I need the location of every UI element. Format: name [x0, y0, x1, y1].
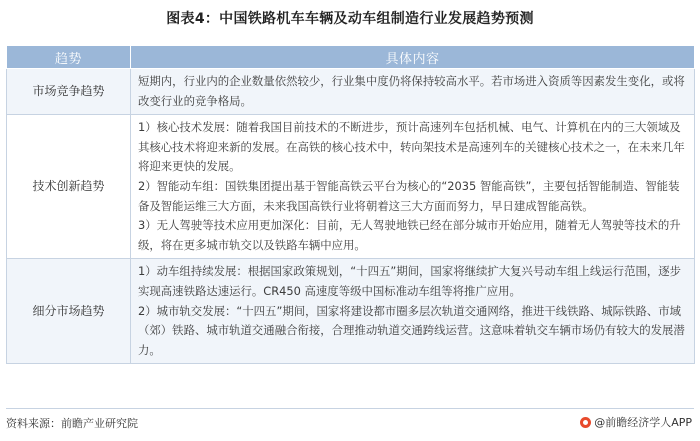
chart-title: 图表4：中国铁路机车车辆及动车组制造行业发展趋势预测	[166, 11, 534, 27]
content-paragraph: 1）核心技术发展：随着我国目前技术的不断进步，预计高速列车包括机械、电气、计算机在内的三大领域及其核心技术将迎来新的发展。在高铁的核心技术中，转向架技术是高速列车的关键核心技术之一，在未来几年将迎来更快的发展。	[138, 120, 685, 174]
qianzhan-logo-icon	[580, 417, 591, 428]
row-content	[131, 69, 695, 115]
header-trend: 趋势	[7, 46, 131, 69]
brand-label: @前瞻经济学人APP	[594, 416, 692, 429]
row-category: 细分市场趋势	[7, 259, 131, 364]
table-row	[7, 69, 695, 115]
source-note: 资料来源：前瞻产业研究院	[6, 417, 138, 430]
content-paragraph: 2）智能动车组：国铁集团提出基于智能高铁云平台为核心的“2035 智能高铁”，主要包括智能制造、智能装备及智能运维三大方面，未来我国高铁行业将朝着这三大方面而努力，早日建成智能高铁。	[138, 178, 680, 213]
footer-divider	[6, 408, 694, 409]
row-content	[131, 259, 695, 364]
content-paragraph: 3）无人驾驶等技术应用更加深化：目前，无人驾驶地铁已经在部分城市开始应用，随着无人驾驶等技术的升级，将在更多城市轨交以及铁路车辆中应用。	[138, 218, 681, 252]
trend-table	[6, 45, 695, 364]
content-paragraph: 2）城市轨交发展：“十四五”期间，国家将建设都市圈多层次轨道交通网络，推进干线铁路、城际铁路、市域（郊）铁路、城市轨道交通融合衔接，合理推动轨道交通跨线运营。这意味着轨交车辆市场仍有较大的发展潜力。	[138, 303, 685, 357]
brand-watermark	[580, 414, 692, 430]
header-content: 具体内容	[131, 46, 695, 69]
table-row	[7, 259, 695, 364]
content-paragraph: 1）动车组持续发展：根据国家政策规划，“十四五”期间，国家将继续扩大复兴号动车组上线运行范围，逐步实现高速铁路达速运行。CR450 高速度等级中国标准动车组等将推广应用。	[138, 264, 682, 298]
content-paragraph: 短期内，行业内的企业数量依然较少，行业集中度仍将保持较高水平。若市场进入资质等因素发生变化，或将改变行业的竞争格局。	[138, 74, 685, 108]
table-header-row	[7, 46, 695, 69]
table-row	[7, 115, 695, 259]
row-content	[131, 115, 695, 259]
row-category: 技术创新趋势	[7, 115, 131, 259]
row-category: 市场竞争趋势	[7, 69, 131, 115]
